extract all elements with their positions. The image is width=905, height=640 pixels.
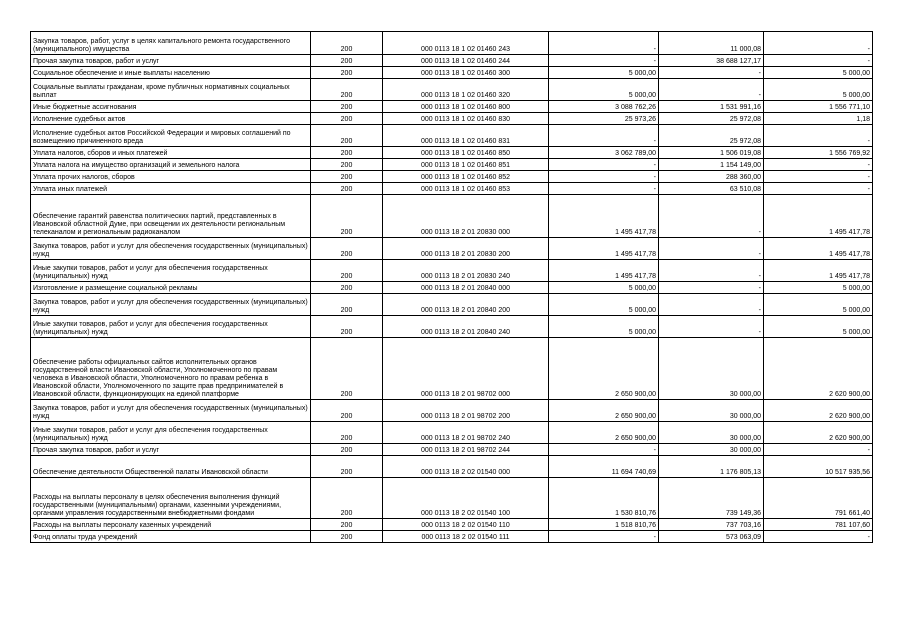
row-classification-code-cell: 000 0113 18 2 01 20830 240	[383, 260, 549, 282]
row-code-cell: 200	[311, 400, 383, 422]
row-remaining-amount-cell: 5 000,00	[764, 294, 873, 316]
row-executed-amount-cell: 63 510,08	[659, 183, 764, 195]
row-remaining-amount-cell: 1 556 769,92	[764, 147, 873, 159]
table-row	[31, 316, 873, 338]
row-code-cell: 200	[311, 531, 383, 543]
row-remaining-amount-cell: 2 620 900,00	[764, 400, 873, 422]
table-row	[31, 183, 873, 195]
row-remaining-amount-cell: -	[764, 125, 873, 147]
row-remaining-amount-cell: 10 517 935,56	[764, 456, 873, 478]
row-approved-amount-cell: -	[549, 159, 659, 171]
table-row	[31, 101, 873, 113]
row-classification-code-cell: 000 0113 18 2 01 20840 240	[383, 316, 549, 338]
row-executed-amount-cell: -	[659, 294, 764, 316]
row-classification-code-cell: 000 0113 18 2 01 20840 200	[383, 294, 549, 316]
row-name-cell: Расходы на выплаты персоналу в целях обеспечения выполнения функций государственными (муниципальными) органами, казенными учреждениями, органами управления государственными внебюджетными фондами	[31, 478, 311, 519]
row-code-cell: 200	[311, 32, 383, 55]
table-row	[31, 456, 873, 478]
row-approved-amount-cell: 2 650 900,00	[549, 338, 659, 400]
row-approved-amount-cell: 5 000,00	[549, 67, 659, 79]
table-row	[31, 113, 873, 125]
budget-report-page	[30, 31, 873, 543]
row-remaining-amount-cell: 1,18	[764, 113, 873, 125]
row-classification-code-cell: 000 0113 18 2 01 98702 240	[383, 422, 549, 444]
row-executed-amount-cell: 30 000,00	[659, 400, 764, 422]
row-approved-amount-cell: -	[549, 531, 659, 543]
row-remaining-amount-cell: -	[764, 171, 873, 183]
row-approved-amount-cell: 1 495 417,78	[549, 238, 659, 260]
table-row	[31, 282, 873, 294]
row-approved-amount-cell: -	[549, 125, 659, 147]
table-row	[31, 444, 873, 456]
row-executed-amount-cell: 30 000,00	[659, 422, 764, 444]
table-row	[31, 55, 873, 67]
row-name-cell: Прочая закупка товаров, работ и услуг	[31, 444, 311, 456]
row-code-cell: 200	[311, 183, 383, 195]
row-code-cell: 200	[311, 79, 383, 101]
row-code-cell: 200	[311, 316, 383, 338]
row-remaining-amount-cell: 5 000,00	[764, 79, 873, 101]
row-executed-amount-cell: 30 000,00	[659, 338, 764, 400]
row-name-cell: Иные закупки товаров, работ и услуг для обеспечения государственных (муниципальных) нужд	[31, 316, 311, 338]
row-name-cell: Фонд оплаты труда учреждений	[31, 531, 311, 543]
row-name-cell: Уплата налога на имущество организаций и земельного налога	[31, 159, 311, 171]
row-code-cell: 200	[311, 294, 383, 316]
row-remaining-amount-cell: 1 495 417,78	[764, 238, 873, 260]
table-row	[31, 171, 873, 183]
row-remaining-amount-cell: 1 556 771,10	[764, 101, 873, 113]
row-name-cell: Исполнение судебных актов Российской Федерации и мировых соглашений по возмещению причиненного вреда	[31, 125, 311, 147]
row-remaining-amount-cell: -	[764, 444, 873, 456]
row-remaining-amount-cell: 1 495 417,78	[764, 195, 873, 238]
row-approved-amount-cell: 5 000,00	[549, 294, 659, 316]
row-executed-amount-cell: 38 688 127,17	[659, 55, 764, 67]
table-row	[31, 67, 873, 79]
row-classification-code-cell: 000 0113 18 1 02 01460 831	[383, 125, 549, 147]
table-body	[31, 32, 873, 543]
row-code-cell: 200	[311, 125, 383, 147]
row-classification-code-cell: 000 0113 18 2 01 98702 244	[383, 444, 549, 456]
row-approved-amount-cell: 5 000,00	[549, 282, 659, 294]
row-remaining-amount-cell: -	[764, 32, 873, 55]
row-executed-amount-cell: -	[659, 67, 764, 79]
row-remaining-amount-cell: -	[764, 159, 873, 171]
row-classification-code-cell: 000 0113 18 1 02 01460 244	[383, 55, 549, 67]
row-classification-code-cell: 000 0113 18 2 02 01540 100	[383, 478, 549, 519]
row-approved-amount-cell: 3 088 762,26	[549, 101, 659, 113]
row-name-cell: Изготовление и размещение социальной рекламы	[31, 282, 311, 294]
row-executed-amount-cell: 25 972,08	[659, 113, 764, 125]
row-classification-code-cell: 000 0113 18 2 01 20830 200	[383, 238, 549, 260]
row-classification-code-cell: 000 0113 18 2 01 98702 200	[383, 400, 549, 422]
row-classification-code-cell: 000 0113 18 2 02 01540 110	[383, 519, 549, 531]
row-code-cell: 200	[311, 260, 383, 282]
row-name-cell: Закупка товаров, работ и услуг для обеспечения государственных (муниципальных) нужд	[31, 294, 311, 316]
row-code-cell: 200	[311, 282, 383, 294]
row-code-cell: 200	[311, 67, 383, 79]
row-executed-amount-cell: -	[659, 79, 764, 101]
row-name-cell: Обеспечение работы официальных сайтов исполнительных органов государственной власти Ивановской области, Уполномоченного по правам человека в Ивановской области, Уполномоченного по правам ребенка в Ивановской области, Уполномоченного по защите прав предпринимателей в Ивановской области, функционирующих на единой платформе	[31, 338, 311, 400]
row-code-cell: 200	[311, 171, 383, 183]
row-name-cell: Социальные выплаты гражданам, кроме публичных нормативных социальных выплат	[31, 79, 311, 101]
row-remaining-amount-cell: -	[764, 531, 873, 543]
row-code-cell: 200	[311, 478, 383, 519]
row-classification-code-cell: 000 0113 18 1 02 01460 830	[383, 113, 549, 125]
row-approved-amount-cell: 11 694 740,69	[549, 456, 659, 478]
table-row	[31, 195, 873, 238]
row-approved-amount-cell: 25 973,26	[549, 113, 659, 125]
row-classification-code-cell: 000 0113 18 2 02 01540 111	[383, 531, 549, 543]
row-executed-amount-cell: 1 176 805,13	[659, 456, 764, 478]
row-code-cell: 200	[311, 195, 383, 238]
row-name-cell: Обеспечение гарантий равенства политических партий, представленных в Ивановской областной Думе, при освещении их деятельности региональным телеканалом и региональным радиоканалом	[31, 195, 311, 238]
row-approved-amount-cell: -	[549, 32, 659, 55]
row-name-cell: Уплата иных платежей	[31, 183, 311, 195]
row-classification-code-cell: 000 0113 18 1 02 01460 320	[383, 79, 549, 101]
row-name-cell: Иные закупки товаров, работ и услуг для обеспечения государственных (муниципальных) нужд	[31, 422, 311, 444]
row-classification-code-cell: 000 0113 18 1 02 01460 851	[383, 159, 549, 171]
row-executed-amount-cell: 739 149,36	[659, 478, 764, 519]
row-executed-amount-cell: -	[659, 282, 764, 294]
row-approved-amount-cell: 1 495 417,78	[549, 260, 659, 282]
row-classification-code-cell: 000 0113 18 2 01 20840 000	[383, 282, 549, 294]
row-code-cell: 200	[311, 238, 383, 260]
row-name-cell: Закупка товаров, работ, услуг в целях капитального ремонта государственного (муниципального) имущества	[31, 32, 311, 55]
row-approved-amount-cell: -	[549, 444, 659, 456]
row-approved-amount-cell: -	[549, 183, 659, 195]
table-row	[31, 338, 873, 400]
table-row	[31, 478, 873, 519]
row-approved-amount-cell: 2 650 900,00	[549, 400, 659, 422]
row-executed-amount-cell: 1 154 149,00	[659, 159, 764, 171]
row-code-cell: 200	[311, 444, 383, 456]
table-row	[31, 260, 873, 282]
row-classification-code-cell: 000 0113 18 2 02 01540 000	[383, 456, 549, 478]
row-executed-amount-cell: -	[659, 238, 764, 260]
row-code-cell: 200	[311, 55, 383, 67]
row-remaining-amount-cell: 1 495 417,78	[764, 260, 873, 282]
row-classification-code-cell: 000 0113 18 1 02 01460 853	[383, 183, 549, 195]
row-code-cell: 200	[311, 456, 383, 478]
row-executed-amount-cell: 25 972,08	[659, 125, 764, 147]
row-remaining-amount-cell: -	[764, 55, 873, 67]
row-executed-amount-cell: 573 063,09	[659, 531, 764, 543]
row-name-cell: Исполнение судебных актов	[31, 113, 311, 125]
table-row	[31, 238, 873, 260]
row-classification-code-cell: 000 0113 18 1 02 01460 243	[383, 32, 549, 55]
table-row	[31, 531, 873, 543]
row-name-cell: Расходы на выплаты персоналу казенных учреждений	[31, 519, 311, 531]
table-row	[31, 294, 873, 316]
table-row	[31, 400, 873, 422]
row-approved-amount-cell: -	[549, 171, 659, 183]
row-remaining-amount-cell: 2 620 900,00	[764, 338, 873, 400]
row-remaining-amount-cell: 5 000,00	[764, 282, 873, 294]
row-name-cell: Иные бюджетные ассигнования	[31, 101, 311, 113]
row-remaining-amount-cell: 5 000,00	[764, 67, 873, 79]
row-name-cell: Социальное обеспечение и иные выплаты населению	[31, 67, 311, 79]
row-executed-amount-cell: -	[659, 195, 764, 238]
table-row	[31, 159, 873, 171]
row-code-cell: 200	[311, 113, 383, 125]
row-approved-amount-cell: 2 650 900,00	[549, 422, 659, 444]
row-approved-amount-cell: -	[549, 55, 659, 67]
row-code-cell: 200	[311, 422, 383, 444]
row-remaining-amount-cell: 791 661,40	[764, 478, 873, 519]
row-name-cell: Уплата прочих налогов, сборов	[31, 171, 311, 183]
row-classification-code-cell: 000 0113 18 1 02 01460 852	[383, 171, 549, 183]
row-code-cell: 200	[311, 147, 383, 159]
row-remaining-amount-cell: -	[764, 183, 873, 195]
row-remaining-amount-cell: 2 620 900,00	[764, 422, 873, 444]
table-row	[31, 422, 873, 444]
row-executed-amount-cell: 1 531 991,16	[659, 101, 764, 113]
row-name-cell: Обеспечение деятельности Общественной палаты Ивановской области	[31, 456, 311, 478]
row-approved-amount-cell: 5 000,00	[549, 79, 659, 101]
row-classification-code-cell: 000 0113 18 2 01 98702 000	[383, 338, 549, 400]
budget-execution-table	[30, 31, 873, 543]
row-name-cell: Уплата налогов, сборов и иных платежей	[31, 147, 311, 159]
row-approved-amount-cell: 5 000,00	[549, 316, 659, 338]
row-name-cell: Иные закупки товаров, работ и услуг для обеспечения государственных (муниципальных) нужд	[31, 260, 311, 282]
row-executed-amount-cell: 11 000,08	[659, 32, 764, 55]
table-row	[31, 125, 873, 147]
row-executed-amount-cell: 30 000,00	[659, 444, 764, 456]
row-approved-amount-cell: 3 062 789,00	[549, 147, 659, 159]
row-approved-amount-cell: 1 530 810,76	[549, 478, 659, 519]
table-row	[31, 147, 873, 159]
row-executed-amount-cell: -	[659, 260, 764, 282]
row-executed-amount-cell: 288 360,00	[659, 171, 764, 183]
row-name-cell: Закупка товаров, работ и услуг для обеспечения государственных (муниципальных) нужд	[31, 238, 311, 260]
table-row	[31, 32, 873, 55]
row-code-cell: 200	[311, 159, 383, 171]
row-approved-amount-cell: 1 495 417,78	[549, 195, 659, 238]
table-row	[31, 519, 873, 531]
row-code-cell: 200	[311, 338, 383, 400]
row-classification-code-cell: 000 0113 18 1 02 01460 300	[383, 67, 549, 79]
row-classification-code-cell: 000 0113 18 1 02 01460 800	[383, 101, 549, 113]
table-row	[31, 79, 873, 101]
row-classification-code-cell: 000 0113 18 1 02 01460 850	[383, 147, 549, 159]
row-name-cell: Прочая закупка товаров, работ и услуг	[31, 55, 311, 67]
row-name-cell: Закупка товаров, работ и услуг для обеспечения государственных (муниципальных) нужд	[31, 400, 311, 422]
row-code-cell: 200	[311, 101, 383, 113]
row-code-cell: 200	[311, 519, 383, 531]
row-executed-amount-cell: 737 703,16	[659, 519, 764, 531]
row-remaining-amount-cell: 781 107,60	[764, 519, 873, 531]
row-classification-code-cell: 000 0113 18 2 01 20830 000	[383, 195, 549, 238]
row-executed-amount-cell: -	[659, 316, 764, 338]
row-executed-amount-cell: 1 506 019,08	[659, 147, 764, 159]
row-approved-amount-cell: 1 518 810,76	[549, 519, 659, 531]
row-remaining-amount-cell: 5 000,00	[764, 316, 873, 338]
